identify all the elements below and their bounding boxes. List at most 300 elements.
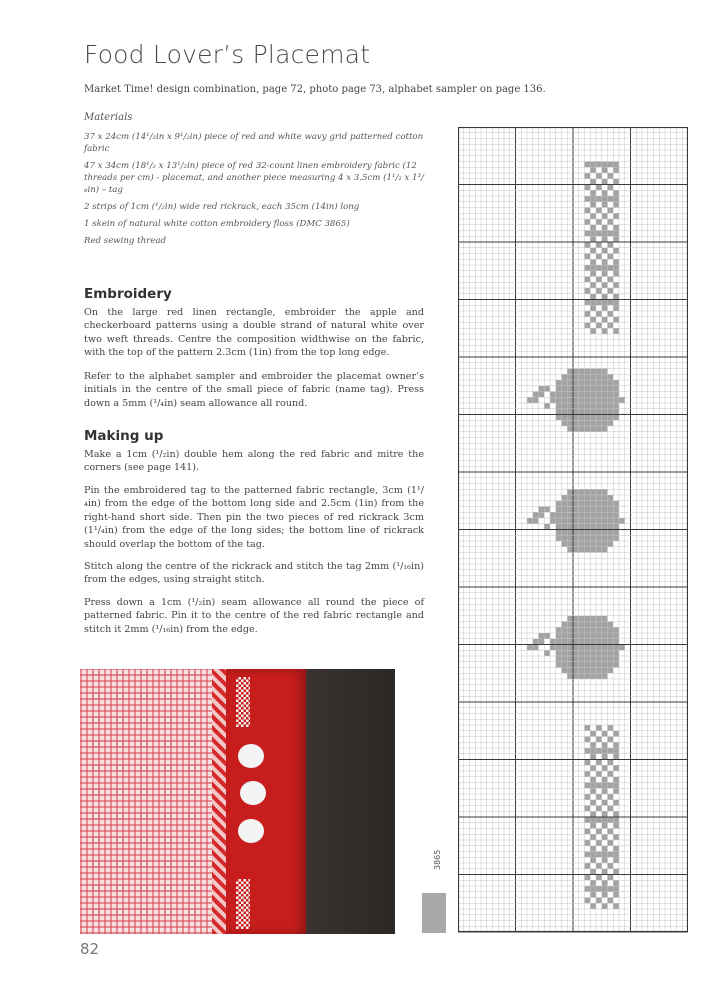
stitch-cell: [590, 386, 596, 392]
stitch-cell: [556, 415, 562, 421]
stitch-cell: [613, 524, 619, 530]
stitch-cell: [590, 639, 596, 645]
stitch-cell: [590, 248, 596, 254]
stitch-cell: [585, 300, 591, 306]
stitch-cell: [602, 892, 608, 898]
stitch-cell: [533, 512, 539, 518]
stitch-cell: [562, 386, 568, 392]
stitch-cell: [602, 846, 608, 852]
stitch-cell: [613, 409, 619, 415]
stitch-cell: [585, 668, 591, 674]
stitch-cell: [562, 656, 568, 662]
stitch-cell: [619, 518, 625, 524]
stitch-cell: [567, 650, 573, 656]
stitch-cell: [573, 420, 579, 426]
stitch-cell: [590, 748, 596, 754]
stitch-cell: [567, 633, 573, 639]
stitch-cell: [613, 231, 619, 237]
material-item: 37 x 24cm (14¹/₂in x 9¹/₂in) piece of red and white wavy grid patterned cotton fabric: [84, 132, 424, 154]
stitch-cell: [573, 518, 579, 524]
stitch-cell: [539, 392, 545, 398]
stitch-cell: [596, 512, 602, 518]
stitch-cell: [590, 673, 596, 679]
stitch-cell: [602, 857, 608, 863]
stitch-cell: [590, 622, 596, 628]
stitch-cell: [590, 823, 596, 829]
stitch-cell: [579, 541, 585, 547]
stitch-cell: [573, 530, 579, 536]
stitch-cell: [585, 530, 591, 536]
stitch-cell: [585, 185, 591, 191]
stitch-cell: [585, 219, 591, 225]
stitch-cell: [579, 673, 585, 679]
stitch-cell: [556, 380, 562, 386]
stitch-cell: [602, 524, 608, 530]
stitch-cell: [602, 294, 608, 300]
stitch-cell: [556, 501, 562, 507]
stitch-cell: [608, 806, 614, 812]
stitch-cell: [573, 403, 579, 409]
stitch-cell: [573, 622, 579, 628]
stitch-cell: [579, 662, 585, 668]
stitch-cell: [613, 167, 619, 173]
stitch-cell: [602, 656, 608, 662]
stitch-cell: [608, 397, 614, 403]
stitch-cell: [596, 817, 602, 823]
stitch-cell: [590, 811, 596, 817]
stitch-cell: [608, 898, 614, 904]
stitch-cell: [596, 535, 602, 541]
stitch-cell: [590, 627, 596, 633]
stitch-cell: [613, 282, 619, 288]
stitch-cell: [585, 173, 591, 179]
stitch-cell: [590, 834, 596, 840]
stitch-cell: [608, 737, 614, 743]
stitch-cell: [608, 725, 614, 731]
stitch-cell: [573, 656, 579, 662]
materials-heading: Materials: [84, 112, 133, 123]
stitch-cell: [613, 880, 619, 886]
stitch-cell: [608, 265, 614, 271]
stitch-cell: [602, 880, 608, 886]
stitch-cell: [608, 208, 614, 214]
stitch-cell: [573, 627, 579, 633]
stitch-cell: [573, 524, 579, 530]
checkerboard-stitching: [236, 879, 250, 929]
stitch-cell: [562, 639, 568, 645]
stitch-cell: [556, 535, 562, 541]
stitch-cell: [613, 823, 619, 829]
stitch-cell: [602, 777, 608, 783]
stitch-cell: [544, 507, 550, 513]
stitch-cell: [613, 627, 619, 633]
stitch-cell: [585, 852, 591, 858]
stitch-cell: [573, 507, 579, 513]
stitch-cell: [585, 415, 591, 421]
stitch-cell: [590, 213, 596, 219]
stitch-cell: [579, 535, 585, 541]
stitch-cell: [613, 662, 619, 668]
stitch-cell: [608, 277, 614, 283]
stitch-cell: [539, 386, 545, 392]
stitch-cell: [590, 392, 596, 398]
stitch-cell: [590, 167, 596, 173]
stitch-cell: [613, 196, 619, 202]
stitch-cell: [562, 507, 568, 513]
stitch-cell: [590, 231, 596, 237]
stitch-cell: [602, 645, 608, 651]
stitch-cell: [567, 627, 573, 633]
stitch-cell: [585, 162, 591, 168]
stitch-cell: [567, 530, 573, 536]
stitch-cell: [602, 420, 608, 426]
stitch-cell: [608, 495, 614, 501]
stitch-cell: [608, 173, 614, 179]
stitch-cell: [573, 650, 579, 656]
stitch-cell: [608, 645, 614, 651]
stitch-cell: [608, 771, 614, 777]
stitch-cell: [562, 650, 568, 656]
stitch-cell: [585, 616, 591, 622]
stitch-cell: [556, 645, 562, 651]
stitch-cell: [567, 541, 573, 547]
stitch-cell: [608, 627, 614, 633]
stitch-cell: [608, 639, 614, 645]
stitch-cell: [602, 852, 608, 858]
stitch-cell: [596, 501, 602, 507]
stitch-cell: [596, 737, 602, 743]
stitch-cell: [602, 512, 608, 518]
stitch-cell: [590, 645, 596, 651]
stitch-cell: [602, 300, 608, 306]
stitch-cell: [590, 800, 596, 806]
stitch-cell: [562, 622, 568, 628]
stitch-cell: [608, 748, 614, 754]
stitch-cell: [613, 852, 619, 858]
stitch-cell: [590, 633, 596, 639]
stitch-cell: [596, 530, 602, 536]
stitch-cell: [608, 196, 614, 202]
stitch-cell: [608, 507, 614, 513]
stitch-cell: [585, 639, 591, 645]
stitch-cell: [585, 323, 591, 329]
stitch-cell: [608, 300, 614, 306]
stitch-cell: [562, 530, 568, 536]
stitch-cell: [585, 311, 591, 317]
stitch-cell: [585, 806, 591, 812]
stitch-cell: [562, 627, 568, 633]
stitch-cell: [596, 415, 602, 421]
stitch-cell: [596, 173, 602, 179]
stitch-cell: [579, 650, 585, 656]
stitch-cell: [613, 656, 619, 662]
stitch-cell: [596, 518, 602, 524]
stitch-cell: [602, 415, 608, 421]
material-item: Red sewing thread: [84, 236, 166, 246]
color-key-swatch: [422, 893, 446, 933]
stitch-cell: [590, 380, 596, 386]
stitch-cell: [585, 242, 591, 248]
stitch-cell: [585, 392, 591, 398]
stitch-cell: [590, 754, 596, 760]
stitch-cell: [596, 524, 602, 530]
stitch-cell: [608, 783, 614, 789]
stitch-cell: [585, 231, 591, 237]
stitch-cell: [562, 512, 568, 518]
stitch-cell: [585, 397, 591, 403]
stitch-cell: [567, 512, 573, 518]
stitch-cell: [579, 409, 585, 415]
stitch-cell: [608, 242, 614, 248]
stitch-cell: [596, 627, 602, 633]
stitch-cell: [613, 846, 619, 852]
stitch-cell: [573, 535, 579, 541]
stitch-cell: [556, 639, 562, 645]
stitch-cell: [585, 386, 591, 392]
page-number: 82: [80, 940, 100, 958]
stitch-cell: [539, 512, 545, 518]
stitch-cell: [533, 392, 539, 398]
stitch-cell: [613, 650, 619, 656]
stitch-cell: [567, 403, 573, 409]
stitch-cell: [579, 656, 585, 662]
stitch-cell: [562, 535, 568, 541]
intro-text: Market Time! design combination, page 72, photo page 73, alphabet sampler on page 136.: [84, 84, 546, 95]
stitch-cell: [613, 512, 619, 518]
stitch-cell: [562, 380, 568, 386]
stitch-cell: [596, 656, 602, 662]
stitch-cell: [590, 202, 596, 208]
stitch-cell: [585, 737, 591, 743]
stitch-cell: [579, 668, 585, 674]
stitch-cell: [613, 202, 619, 208]
stitch-cell: [585, 627, 591, 633]
stitch-cell: [613, 530, 619, 536]
stitch-cell: [596, 277, 602, 283]
stitch-cell: [602, 167, 608, 173]
stitch-cell: [608, 420, 614, 426]
stitch-cell: [579, 374, 585, 380]
stitch-cell: [596, 633, 602, 639]
stitch-cell: [573, 639, 579, 645]
stitch-cell: [602, 622, 608, 628]
material-item: 2 strips of 1cm (¹/₂in) wide red rickrack, each 35cm (14in) long: [84, 202, 360, 212]
stitch-cell: [602, 530, 608, 536]
stitch-cell: [613, 236, 619, 242]
stitch-cell: [596, 288, 602, 294]
stitch-cell: [567, 374, 573, 380]
stitch-cell: [613, 639, 619, 645]
stitch-cell: [590, 397, 596, 403]
stitch-cell: [579, 622, 585, 628]
stitch-cell: [596, 380, 602, 386]
stitch-cell: [579, 489, 585, 495]
stitch-cell: [596, 369, 602, 375]
stitch-cell: [608, 409, 614, 415]
stitch-cell: [602, 386, 608, 392]
stitch-cell: [556, 386, 562, 392]
stitch-cell: [556, 662, 562, 668]
stitch-cell: [613, 788, 619, 794]
stitch-cell: [596, 760, 602, 766]
stitch-cell: [579, 512, 585, 518]
stitch-cell: [562, 495, 568, 501]
stitch-cell: [602, 639, 608, 645]
stitch-cell: [596, 622, 602, 628]
stitch-cell: [596, 162, 602, 168]
stitch-cell: [562, 392, 568, 398]
stitch-cell: [590, 547, 596, 553]
stitch-cell: [596, 185, 602, 191]
stitch-cell: [590, 495, 596, 501]
stitch-cell: [613, 248, 619, 254]
stitch-cell: [608, 323, 614, 329]
stitch-cell: [613, 811, 619, 817]
stitch-cell: [539, 639, 545, 645]
stitch-cell: [596, 231, 602, 237]
stitch-cell: [596, 196, 602, 202]
stitch-cell: [544, 386, 550, 392]
stitch-cell: [602, 271, 608, 277]
stitch-cell: [590, 236, 596, 242]
stitch-cell: [585, 369, 591, 375]
stitch-cell: [544, 403, 550, 409]
stitch-cell: [608, 501, 614, 507]
stitch-cell: [573, 369, 579, 375]
stitch-cell: [596, 650, 602, 656]
stitch-cell: [602, 616, 608, 622]
stitch-cell: [613, 397, 619, 403]
stitch-cell: [585, 403, 591, 409]
stitch-cell: [613, 265, 619, 271]
stitch-cell: [585, 875, 591, 881]
stitch-cell: [602, 225, 608, 231]
stitch-cell: [602, 282, 608, 288]
stitch-cell: [567, 518, 573, 524]
stitch-cell: [613, 886, 619, 892]
making-up-paragraph-1: Make a 1cm (¹/₂in) double hem along the red fabric and mitre the corners (see page 141).: [84, 449, 424, 474]
stitch-cell: [562, 645, 568, 651]
checkerboard-stitching: [236, 677, 250, 727]
stitch-cell: [585, 794, 591, 800]
stitch-cell: [567, 639, 573, 645]
stitch-cell: [573, 547, 579, 553]
stitch-cell: [602, 765, 608, 771]
stitch-cell: [602, 800, 608, 806]
stitch-cell: [613, 179, 619, 185]
stitch-cell: [573, 392, 579, 398]
stitch-cell: [590, 541, 596, 547]
making-up-paragraph-3: Stitch along the centre of the rickrack and stitch the tag 2mm (¹/₁₆in) from the edges, using straight stitch.: [84, 561, 424, 586]
stitch-cell: [550, 645, 556, 651]
stitch-cell: [556, 512, 562, 518]
stitch-cell: [590, 265, 596, 271]
stitch-cell: [596, 420, 602, 426]
stitch-cell: [585, 725, 591, 731]
stitch-cell: [596, 374, 602, 380]
stitch-cell: [608, 530, 614, 536]
stitch-cell: [602, 518, 608, 524]
stitch-cell: [585, 208, 591, 214]
stitch-cell: [590, 535, 596, 541]
stitch-cell: [602, 507, 608, 513]
stitch-cell: [613, 213, 619, 219]
stitch-cell: [608, 524, 614, 530]
stitch-cell: [602, 190, 608, 196]
stitch-cell: [585, 829, 591, 835]
stitch-cell: [596, 639, 602, 645]
stitch-cell: [596, 875, 602, 881]
embroidery-heading: Embroidery: [84, 286, 172, 302]
stitch-cell: [567, 426, 573, 432]
stitch-cell: [613, 501, 619, 507]
stitch-cell: [567, 656, 573, 662]
stitch-cell: [590, 162, 596, 168]
stitch-cell: [590, 196, 596, 202]
stitch-cell: [585, 863, 591, 869]
stitch-cell: [596, 311, 602, 317]
stitch-cell: [596, 829, 602, 835]
stitch-cell: [567, 369, 573, 375]
stitch-cell: [602, 259, 608, 265]
stitch-cell: [608, 374, 614, 380]
stitch-cell: [602, 202, 608, 208]
stitch-cell: [585, 673, 591, 679]
stitch-cell: [585, 748, 591, 754]
stitch-cell: [533, 645, 539, 651]
stitch-cell: [608, 380, 614, 386]
stitch-cell: [590, 524, 596, 530]
stitch-cell: [613, 892, 619, 898]
stitch-cell: [590, 512, 596, 518]
cross-stitch-chart: [458, 127, 688, 937]
stitch-cell: [602, 380, 608, 386]
stitch-cell: [602, 265, 608, 271]
dark-tabletop: [306, 669, 395, 934]
stitch-cell: [585, 501, 591, 507]
stitch-cell: [613, 633, 619, 639]
stitch-cell: [573, 386, 579, 392]
stitch-cell: [590, 282, 596, 288]
stitch-cell: [613, 869, 619, 875]
stitch-cell: [573, 616, 579, 622]
stitch-cell: [567, 386, 573, 392]
stitch-cell: [556, 530, 562, 536]
stitch-cell: [567, 645, 573, 651]
stitch-cell: [550, 392, 556, 398]
stitch-cell: [556, 627, 562, 633]
stitch-cell: [602, 236, 608, 242]
stitch-cell: [602, 426, 608, 432]
stitch-cell: [590, 369, 596, 375]
stitch-cell: [562, 662, 568, 668]
stitch-cell: [590, 765, 596, 771]
stitch-cell: [562, 374, 568, 380]
stitch-cell: [562, 524, 568, 530]
stitch-cell: [550, 512, 556, 518]
stitch-cell: [608, 852, 614, 858]
stitch-cell: [590, 650, 596, 656]
stitch-cell: [573, 633, 579, 639]
stitch-cell: [613, 328, 619, 334]
material-item: 1 skein of natural white cotton embroidery floss (DMC 3865): [84, 219, 350, 229]
embroidery-paragraph-1: On the large red linen rectangle, embroider the apple and checkerboard patterns using a double strand of natural white over two weft threads. Centre the composition widthwise on the fabric, with the top of the pattern 2.3cm (1in) from the top long edge.: [84, 307, 424, 359]
stitch-cell: [602, 317, 608, 323]
stitch-cell: [539, 507, 545, 513]
stitch-cell: [613, 225, 619, 231]
stitch-cell: [596, 219, 602, 225]
stitch-cell: [590, 259, 596, 265]
